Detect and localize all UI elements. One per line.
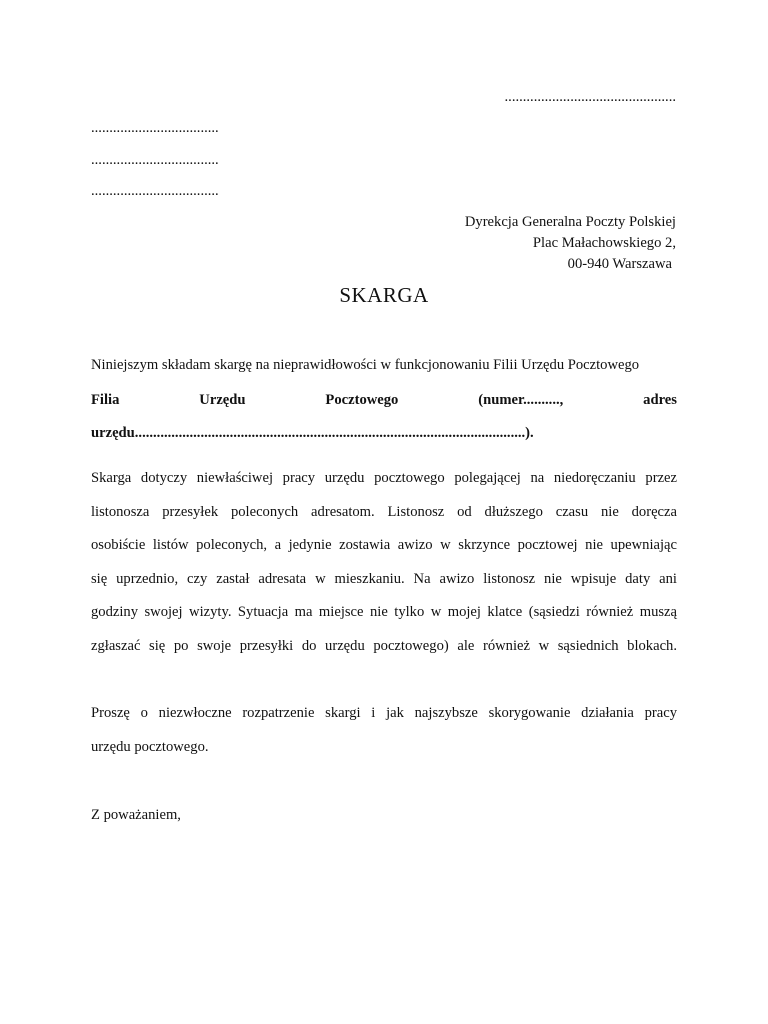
addressee-line-3: 00-940 Warszawa bbox=[567, 256, 672, 272]
intro-word-3: Pocztowego bbox=[325, 392, 399, 408]
complaint-line-2: listonosza przesyłek poleconych adresatom. Listonosz od dłuższego czasu nie doręcza bbox=[91, 504, 677, 520]
complaint-line-6: zgłaszać się po swoje przesyłki do urzędu pocztowego) ale również w sąsiednich blokach. bbox=[91, 638, 677, 654]
complaint-line-5: godziny swojej wizyty. Sytuacja ma miejsce nie tylko w mojej klatce (sąsiedzi również muszą bbox=[91, 604, 677, 620]
document-title: SKARGA bbox=[339, 283, 429, 307]
request-line-2: urzędu pocztowego. bbox=[91, 739, 209, 755]
complaint-line-4: się uprzednio, czy zastał adresata w mieszkaniu. Na awizo listonosz nie wpisuje daty ani bbox=[91, 571, 677, 587]
intro-word-2: Urzędu bbox=[199, 392, 246, 408]
complaint-line-3: osobiście listów poleconych, a jedynie zostawia awizo w skrzynce pocztowej nie upewniając bbox=[91, 537, 677, 553]
request-line-1: Proszę o niezwłoczne rozpatrzenie skargi i jak najszybsze skorygowanie działania pracy bbox=[91, 705, 677, 721]
addressee-line-1: Dyrekcja Generalna Poczty Polskiej bbox=[464, 214, 676, 230]
closing-salutation: Z poważaniem, bbox=[91, 807, 181, 823]
intro-line-2 bbox=[91, 393, 677, 408]
sender-line-3: ................................... bbox=[91, 183, 219, 199]
sender-line-1: ................................... bbox=[91, 120, 219, 136]
intro-word-5: adres bbox=[643, 392, 677, 408]
intro-word-1: Filia bbox=[91, 392, 120, 408]
intro-line-1: Niniejszym składam skargę na nieprawidłowości w funkcjonowaniu Filii Urzędu Pocztowego bbox=[91, 357, 640, 373]
sender-line-2: ................................... bbox=[91, 152, 219, 168]
intro-word-4: (numer.........., bbox=[478, 392, 564, 408]
addressee-block bbox=[465, 212, 676, 275]
complaint-line-1: Skarga dotyczy niewłaściwej pracy urzędu pocztowego polegającej na niedoręczaniu przez bbox=[91, 470, 677, 486]
date-placeholder: ............................................... bbox=[504, 89, 676, 105]
addressee-line-2: Plac Małachowskiego 2, bbox=[532, 235, 676, 251]
intro-line-3: urzędu...........................................................................................................). bbox=[91, 425, 534, 441]
